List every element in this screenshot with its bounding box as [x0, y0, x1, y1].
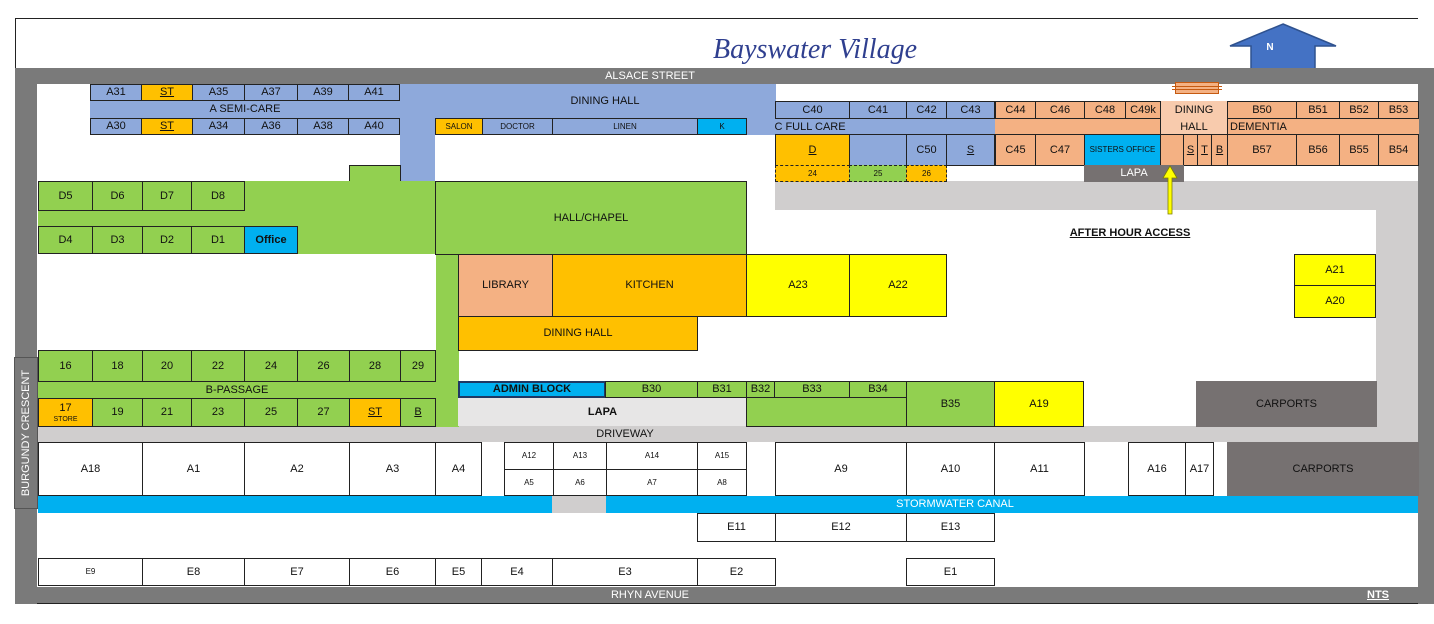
- unit-a35[interactable]: A35: [192, 84, 245, 101]
- unit-st-top[interactable]: ST: [141, 84, 193, 101]
- unit-e3[interactable]: E3: [552, 558, 698, 586]
- unit-24[interactable]: 24: [244, 350, 298, 382]
- unit-b50[interactable]: B50: [1227, 101, 1297, 119]
- unit-c43[interactable]: C43: [946, 101, 995, 119]
- unit-a2[interactable]: A2: [244, 442, 350, 496]
- unit-24[interactable]: 24: [775, 165, 850, 182]
- a-dining-hall-label[interactable]: DINING HALL: [570, 94, 640, 107]
- unit-c44[interactable]: C44: [995, 101, 1036, 119]
- c-block-gap: [849, 134, 907, 166]
- unit-st-bottom[interactable]: ST: [141, 118, 193, 135]
- unit-d6[interactable]: D6: [92, 181, 143, 211]
- unit-a14[interactable]: A14: [606, 442, 698, 470]
- after-hour-arrow-icon: [1160, 164, 1180, 216]
- hall-chapel[interactable]: HALL/CHAPEL: [435, 181, 747, 255]
- dining-hall-entrance-roof: [1172, 86, 1222, 90]
- dementia-hall-label: HALL: [1180, 120, 1208, 133]
- unit-a31[interactable]: A31: [90, 84, 142, 101]
- unit-b34[interactable]: B34: [849, 381, 907, 398]
- dementia-lapa[interactable]: LAPA: [1084, 165, 1184, 182]
- unit-c40[interactable]: C40: [775, 101, 850, 119]
- kitchen[interactable]: KITCHEN: [552, 254, 747, 317]
- unit-b32[interactable]: B32: [746, 381, 775, 398]
- unit-b57[interactable]: B57: [1227, 134, 1297, 166]
- office[interactable]: Office: [244, 226, 298, 254]
- d-block-connector: [349, 165, 401, 182]
- unit-a8[interactable]: A8: [697, 469, 747, 496]
- unit-a16[interactable]: A16: [1128, 442, 1186, 496]
- k-room[interactable]: K: [697, 118, 747, 135]
- carports-south[interactable]: CARPORTS: [1227, 442, 1419, 496]
- unit-b56[interactable]: B56: [1296, 134, 1340, 166]
- unit-e1[interactable]: E1: [906, 558, 995, 586]
- unit-e2[interactable]: E2: [697, 558, 776, 586]
- unit-25[interactable]: 25: [849, 165, 907, 182]
- unit-a1[interactable]: A1: [142, 442, 245, 496]
- carports-north[interactable]: CARPORTS: [1196, 381, 1377, 427]
- store-number: 17: [59, 401, 72, 414]
- unit-st-passage[interactable]: ST: [349, 398, 401, 427]
- unit-25[interactable]: 25: [244, 398, 298, 427]
- unit-20[interactable]: 20: [142, 350, 192, 382]
- unit-a21[interactable]: A21: [1294, 254, 1376, 286]
- unit-a10[interactable]: A10: [906, 442, 995, 496]
- unit-e11[interactable]: E11: [697, 513, 776, 542]
- unit-16[interactable]: 16: [38, 350, 93, 382]
- rhyn-avenue-label: RHYN AVENUE: [610, 588, 690, 601]
- dementia-label: DEMENTIA: [1230, 120, 1287, 133]
- unit-b31[interactable]: B31: [697, 381, 747, 398]
- unit-b55[interactable]: B55: [1339, 134, 1379, 166]
- unit-a7[interactable]: A7: [606, 469, 698, 496]
- c-full-care-label: C FULL CARE: [774, 120, 846, 133]
- unit-b54[interactable]: B54: [1378, 134, 1419, 166]
- west-road: [15, 68, 37, 604]
- central-dining-hall[interactable]: DINING HALL: [458, 316, 698, 351]
- unit-d3[interactable]: D3: [92, 226, 143, 254]
- nts-label: NTS: [1367, 588, 1389, 601]
- unit-c41[interactable]: C41: [849, 101, 907, 119]
- unit-c46[interactable]: C46: [1035, 101, 1085, 119]
- unit-d1[interactable]: D1: [191, 226, 245, 254]
- unit-22[interactable]: 22: [191, 350, 245, 382]
- unit-b-dementia[interactable]: B: [1211, 134, 1228, 166]
- path-east-vertical: [1376, 181, 1418, 441]
- unit-s-dementia[interactable]: S: [1183, 134, 1198, 166]
- unit-b53[interactable]: B53: [1378, 101, 1419, 119]
- unit-e13[interactable]: E13: [906, 513, 995, 542]
- unit-e12[interactable]: E12: [775, 513, 907, 542]
- unit-a41[interactable]: A41: [348, 84, 400, 101]
- unit-e6[interactable]: E6: [349, 558, 436, 586]
- store[interactable]: [38, 398, 93, 427]
- unit-c47[interactable]: C47: [1035, 134, 1085, 166]
- unit-28[interactable]: 28: [349, 350, 401, 382]
- b-passage-label: B-PASSAGE: [205, 383, 269, 396]
- unit-a6[interactable]: A6: [553, 469, 607, 496]
- unit-s[interactable]: S: [946, 134, 995, 166]
- unit-a13[interactable]: A13: [553, 442, 607, 470]
- unit-d5[interactable]: D5: [38, 181, 93, 211]
- salon[interactable]: SALON: [435, 118, 483, 135]
- unit-b30[interactable]: B30: [605, 381, 698, 398]
- path-east: [775, 181, 1418, 210]
- doctor[interactable]: DOCTOR: [482, 118, 553, 135]
- unit-e5[interactable]: E5: [435, 558, 482, 586]
- unit-a20[interactable]: A20: [1294, 285, 1376, 318]
- unit-d7[interactable]: D7: [142, 181, 192, 211]
- unit-a12[interactable]: A12: [504, 442, 554, 470]
- unit-e7[interactable]: E7: [244, 558, 350, 586]
- unit-c49k[interactable]: C49k: [1125, 101, 1161, 119]
- unit-c50[interactable]: C50: [906, 134, 947, 166]
- admin-lapa[interactable]: LAPA: [458, 398, 747, 426]
- unit-d[interactable]: D: [775, 134, 850, 166]
- map-title: Bayswater Village: [713, 34, 917, 65]
- burgundy-crescent-label: BURGUNDY CRESCENT: [19, 369, 32, 497]
- unit-a15[interactable]: A15: [697, 442, 747, 470]
- unit-c45[interactable]: C45: [995, 134, 1036, 166]
- canal-label: STORMWATER CANAL: [896, 498, 1014, 510]
- unit-27[interactable]: 27: [297, 398, 350, 427]
- east-road: [1418, 68, 1434, 604]
- a-semi-care-label: A SEMI-CARE: [209, 102, 281, 115]
- unit-c48[interactable]: C48: [1084, 101, 1126, 119]
- north-label: N: [1266, 42, 1274, 53]
- driveway-label: DRIVEWAY: [596, 428, 654, 440]
- unit-a3[interactable]: A3: [349, 442, 436, 496]
- linen[interactable]: LINEN: [552, 118, 698, 135]
- dementia-dining-label: DINING: [1174, 103, 1214, 116]
- unit-a38[interactable]: A38: [297, 118, 349, 135]
- unit-a30[interactable]: A30: [90, 118, 142, 135]
- unit-c42[interactable]: C42: [906, 101, 947, 119]
- sisters-office[interactable]: SISTERS OFFICE: [1084, 134, 1161, 166]
- unit-21[interactable]: 21: [142, 398, 192, 427]
- unit-a40[interactable]: A40: [348, 118, 400, 135]
- unit-a22[interactable]: A22: [849, 254, 947, 317]
- unit-26[interactable]: 26: [297, 350, 350, 382]
- unit-a9[interactable]: A9: [775, 442, 907, 496]
- unit-b-passage[interactable]: B: [400, 398, 436, 427]
- unit-b35[interactable]: B35: [906, 381, 995, 427]
- unit-a4[interactable]: A4: [435, 442, 482, 496]
- store-label: STORE: [53, 415, 78, 423]
- unit-a39[interactable]: A39: [297, 84, 349, 101]
- unit-a23[interactable]: A23: [746, 254, 850, 317]
- unit-a19[interactable]: A19: [994, 381, 1084, 427]
- alsace-street-label: ALSACE STREET: [605, 69, 695, 82]
- unit-b52[interactable]: B52: [1339, 101, 1379, 119]
- driveway: [38, 426, 1418, 442]
- unit-a18[interactable]: A18: [38, 442, 143, 496]
- unit-18[interactable]: 18: [92, 350, 143, 382]
- unit-e9[interactable]: E9: [38, 558, 143, 586]
- unit-19[interactable]: 19: [92, 398, 143, 427]
- unit-e4[interactable]: E4: [481, 558, 553, 586]
- unit-b33[interactable]: B33: [774, 381, 850, 398]
- unit-23[interactable]: 23: [191, 398, 245, 427]
- unit-e8[interactable]: E8: [142, 558, 245, 586]
- unit-b51[interactable]: B51: [1296, 101, 1340, 119]
- dementia-corridor: [1160, 134, 1184, 166]
- unit-a37[interactable]: A37: [244, 84, 298, 101]
- canal-crossing: [552, 496, 606, 513]
- unit-29[interactable]: 29: [400, 350, 436, 382]
- library[interactable]: LIBRARY: [458, 254, 553, 317]
- unit-d2[interactable]: D2: [142, 226, 192, 254]
- unit-a17[interactable]: A17: [1185, 442, 1214, 496]
- unit-t-dementia[interactable]: T: [1197, 134, 1212, 166]
- a-block-stem: [400, 84, 435, 182]
- unit-a11[interactable]: A11: [994, 442, 1085, 496]
- admin-block[interactable]: ADMIN BLOCK: [458, 381, 606, 398]
- unit-d8[interactable]: D8: [191, 181, 245, 211]
- stormwater-canal: [38, 496, 1418, 513]
- unit-26[interactable]: 26: [906, 165, 947, 182]
- unit-a5[interactable]: A5: [504, 469, 554, 496]
- after-hour-access-label: AFTER HOUR ACCESS: [1069, 226, 1191, 239]
- unit-a34[interactable]: A34: [192, 118, 245, 135]
- unit-d4[interactable]: D4: [38, 226, 93, 254]
- unit-a36[interactable]: A36: [244, 118, 298, 135]
